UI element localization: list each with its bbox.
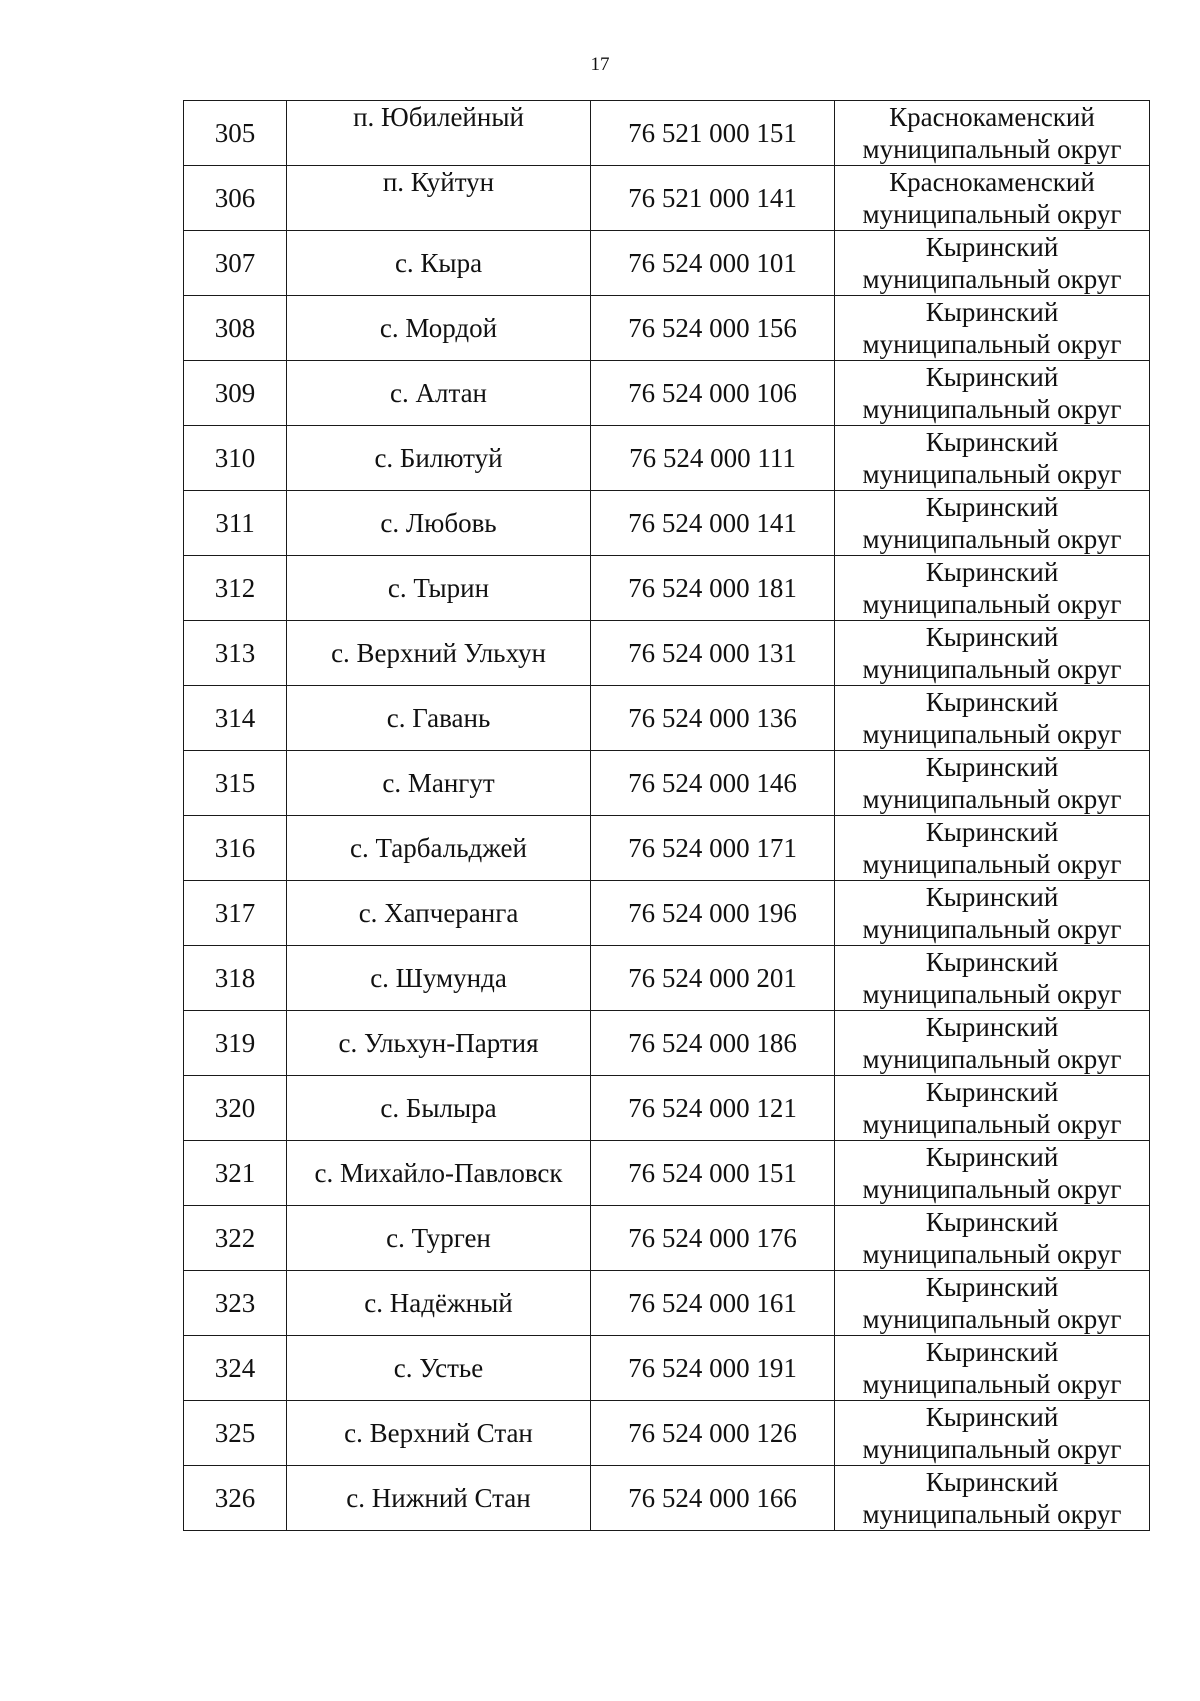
row-number-cell: 310 — [184, 426, 287, 491]
table-row — [184, 1466, 1150, 1531]
row-number-cell: 307 — [184, 231, 287, 296]
district-cell — [835, 1271, 1150, 1336]
table-row — [184, 946, 1150, 1011]
district-cell — [835, 1401, 1150, 1466]
oktmo-code-cell: 76 524 000 101 — [591, 231, 835, 296]
table-row — [184, 1401, 1150, 1466]
settlement-name-cell: с. Хапчеранга — [287, 881, 591, 946]
page-number: 17 — [590, 54, 610, 75]
district-type: муниципальный округ — [862, 979, 1122, 1009]
settlement-name-cell: п. Куйтун — [287, 166, 591, 231]
row-number-cell: 306 — [184, 166, 287, 231]
oktmo-code-cell: 76 524 000 146 — [591, 751, 835, 816]
table-row — [184, 491, 1150, 556]
oktmo-code-cell: 76 524 000 161 — [591, 1271, 835, 1336]
settlements-table — [183, 100, 1150, 1531]
settlement-name-cell: с. Билютуй — [287, 426, 591, 491]
district-cell — [835, 1011, 1150, 1076]
row-number-cell: 319 — [184, 1011, 287, 1076]
table-row — [184, 296, 1150, 361]
district-name: Кыринский — [925, 557, 1059, 587]
oktmo-code-cell: 76 521 000 141 — [591, 166, 835, 231]
row-number-cell: 312 — [184, 556, 287, 621]
district-cell — [835, 166, 1150, 231]
district-type: муниципальный округ — [862, 1304, 1122, 1334]
district-type: муниципальный округ — [862, 1369, 1122, 1399]
district-name: Кыринский — [925, 297, 1059, 327]
district-type: муниципальный округ — [862, 654, 1122, 684]
oktmo-code-cell: 76 524 000 171 — [591, 816, 835, 881]
district-cell — [835, 361, 1150, 426]
district-cell — [835, 816, 1150, 881]
table-row — [184, 361, 1150, 426]
row-number-cell: 322 — [184, 1206, 287, 1271]
oktmo-code-cell: 76 524 000 186 — [591, 1011, 835, 1076]
district-type: муниципальный округ — [862, 1239, 1122, 1269]
table-row — [184, 1336, 1150, 1401]
district-type: муниципальный округ — [862, 199, 1122, 229]
district-cell — [835, 1336, 1150, 1401]
oktmo-code-cell: 76 524 000 121 — [591, 1076, 835, 1141]
district-name: Кыринский — [925, 1467, 1059, 1497]
district-name: Кыринский — [925, 492, 1059, 522]
row-number-cell: 323 — [184, 1271, 287, 1336]
district-name: Кыринский — [925, 1012, 1059, 1042]
table-row — [184, 816, 1150, 881]
district-cell — [835, 556, 1150, 621]
district-cell — [835, 426, 1150, 491]
district-cell — [835, 1141, 1150, 1206]
table-row — [184, 686, 1150, 751]
settlement-name-cell: с. Былыра — [287, 1076, 591, 1141]
row-number-cell: 309 — [184, 361, 287, 426]
district-cell — [835, 101, 1150, 166]
district-name: Кыринский — [925, 947, 1059, 977]
table-row — [184, 556, 1150, 621]
oktmo-code-cell: 76 524 000 181 — [591, 556, 835, 621]
district-type: муниципальный округ — [862, 1434, 1122, 1464]
settlement-name-cell: с. Ульхун-Партия — [287, 1011, 591, 1076]
settlement-name-cell: с. Надёжный — [287, 1271, 591, 1336]
row-number-cell: 305 — [184, 101, 287, 166]
row-number-cell: 315 — [184, 751, 287, 816]
oktmo-code-cell: 76 524 000 176 — [591, 1206, 835, 1271]
table-row — [184, 1011, 1150, 1076]
district-name: Кыринский — [925, 1077, 1059, 1107]
district-cell — [835, 686, 1150, 751]
district-cell — [835, 1466, 1150, 1531]
settlements-table-body — [184, 101, 1150, 1531]
district-type: муниципальный округ — [862, 329, 1122, 359]
district-name: Кыринский — [925, 1402, 1059, 1432]
district-type: муниципальный округ — [862, 719, 1122, 749]
district-name: Кыринский — [925, 817, 1059, 847]
district-type: муниципальный округ — [862, 134, 1122, 164]
settlement-name-cell: с. Алтан — [287, 361, 591, 426]
district-type: муниципальный округ — [862, 459, 1122, 489]
row-number-cell: 314 — [184, 686, 287, 751]
oktmo-code-cell: 76 524 000 136 — [591, 686, 835, 751]
district-type: муниципальный округ — [862, 1174, 1122, 1204]
settlement-name-cell: с. Мангут — [287, 751, 591, 816]
row-number-cell: 321 — [184, 1141, 287, 1206]
district-name: Кыринский — [925, 1337, 1059, 1367]
row-number-cell: 311 — [184, 491, 287, 556]
settlement-name-cell: с. Любовь — [287, 491, 591, 556]
district-type: муниципальный округ — [862, 394, 1122, 424]
district-cell — [835, 751, 1150, 816]
row-number-cell: 325 — [184, 1401, 287, 1466]
oktmo-code-cell: 76 524 000 191 — [591, 1336, 835, 1401]
district-type: муниципальный округ — [862, 524, 1122, 554]
settlement-name-cell: с. Михайло-Павловск — [287, 1141, 591, 1206]
district-name: Кыринский — [925, 622, 1059, 652]
table-row — [184, 751, 1150, 816]
settlement-name-cell: с. Верхний Стан — [287, 1401, 591, 1466]
row-number-cell: 324 — [184, 1336, 287, 1401]
district-type: муниципальный округ — [862, 589, 1122, 619]
oktmo-code-cell: 76 524 000 166 — [591, 1466, 835, 1531]
table-row — [184, 101, 1150, 166]
district-cell — [835, 491, 1150, 556]
settlement-name-cell: с. Мордой — [287, 296, 591, 361]
district-cell — [835, 881, 1150, 946]
settlement-name-cell: с. Тарбальджей — [287, 816, 591, 881]
settlement-name-cell: с. Тырин — [287, 556, 591, 621]
row-number-cell: 326 — [184, 1466, 287, 1531]
settlement-name-cell: с. Верхний Ульхун — [287, 621, 591, 686]
row-number-cell: 313 — [184, 621, 287, 686]
oktmo-code-cell: 76 524 000 201 — [591, 946, 835, 1011]
table-row — [184, 426, 1150, 491]
settlement-name-cell: с. Турген — [287, 1206, 591, 1271]
settlement-name-cell: с. Нижний Стан — [287, 1466, 591, 1531]
row-number-cell: 316 — [184, 816, 287, 881]
district-type: муниципальный округ — [862, 1109, 1122, 1139]
row-number-cell: 318 — [184, 946, 287, 1011]
district-cell — [835, 946, 1150, 1011]
district-type: муниципальный округ — [862, 264, 1122, 294]
district-name: Кыринский — [925, 752, 1059, 782]
district-cell — [835, 1206, 1150, 1271]
settlement-name-cell: с. Шумунда — [287, 946, 591, 1011]
district-type: муниципальный округ — [862, 784, 1122, 814]
district-type: муниципальный округ — [862, 914, 1122, 944]
district-name: Кыринский — [925, 232, 1059, 262]
oktmo-code-cell: 76 524 000 141 — [591, 491, 835, 556]
settlement-name-cell: с. Гавань — [287, 686, 591, 751]
oktmo-code-cell: 76 524 000 151 — [591, 1141, 835, 1206]
district-name: Краснокаменский — [889, 167, 1095, 197]
table-row — [184, 1076, 1150, 1141]
district-type: муниципальный округ — [862, 1044, 1122, 1074]
district-cell — [835, 1076, 1150, 1141]
row-number-cell: 317 — [184, 881, 287, 946]
oktmo-code-cell: 76 521 000 151 — [591, 101, 835, 166]
district-name: Кыринский — [925, 1272, 1059, 1302]
oktmo-code-cell: 76 524 000 126 — [591, 1401, 835, 1466]
row-number-cell: 308 — [184, 296, 287, 361]
settlement-name-cell: с. Кыра — [287, 231, 591, 296]
district-name: Кыринский — [925, 1207, 1059, 1237]
district-name: Краснокаменский — [889, 102, 1095, 132]
oktmo-code-cell: 76 524 000 106 — [591, 361, 835, 426]
district-type: муниципальный округ — [862, 849, 1122, 879]
district-name: Кыринский — [925, 882, 1059, 912]
district-cell — [835, 231, 1150, 296]
district-name: Кыринский — [925, 687, 1059, 717]
district-cell — [835, 621, 1150, 686]
oktmo-code-cell: 76 524 000 196 — [591, 881, 835, 946]
table-row — [184, 166, 1150, 231]
table-row — [184, 231, 1150, 296]
row-number-cell: 320 — [184, 1076, 287, 1141]
table-row — [184, 1206, 1150, 1271]
table-row — [184, 1271, 1150, 1336]
table-row — [184, 881, 1150, 946]
district-name: Кыринский — [925, 1142, 1059, 1172]
oktmo-code-cell: 76 524 000 131 — [591, 621, 835, 686]
district-name: Кыринский — [925, 362, 1059, 392]
oktmo-code-cell: 76 524 000 156 — [591, 296, 835, 361]
district-name: Кыринский — [925, 427, 1059, 457]
table-row — [184, 621, 1150, 686]
settlement-name-cell: п. Юбилейный — [287, 101, 591, 166]
oktmo-code-cell: 76 524 000 111 — [591, 426, 835, 491]
district-type: муниципальный округ — [862, 1499, 1122, 1529]
table-row — [184, 1141, 1150, 1206]
district-cell — [835, 296, 1150, 361]
settlement-name-cell: с. Устье — [287, 1336, 591, 1401]
